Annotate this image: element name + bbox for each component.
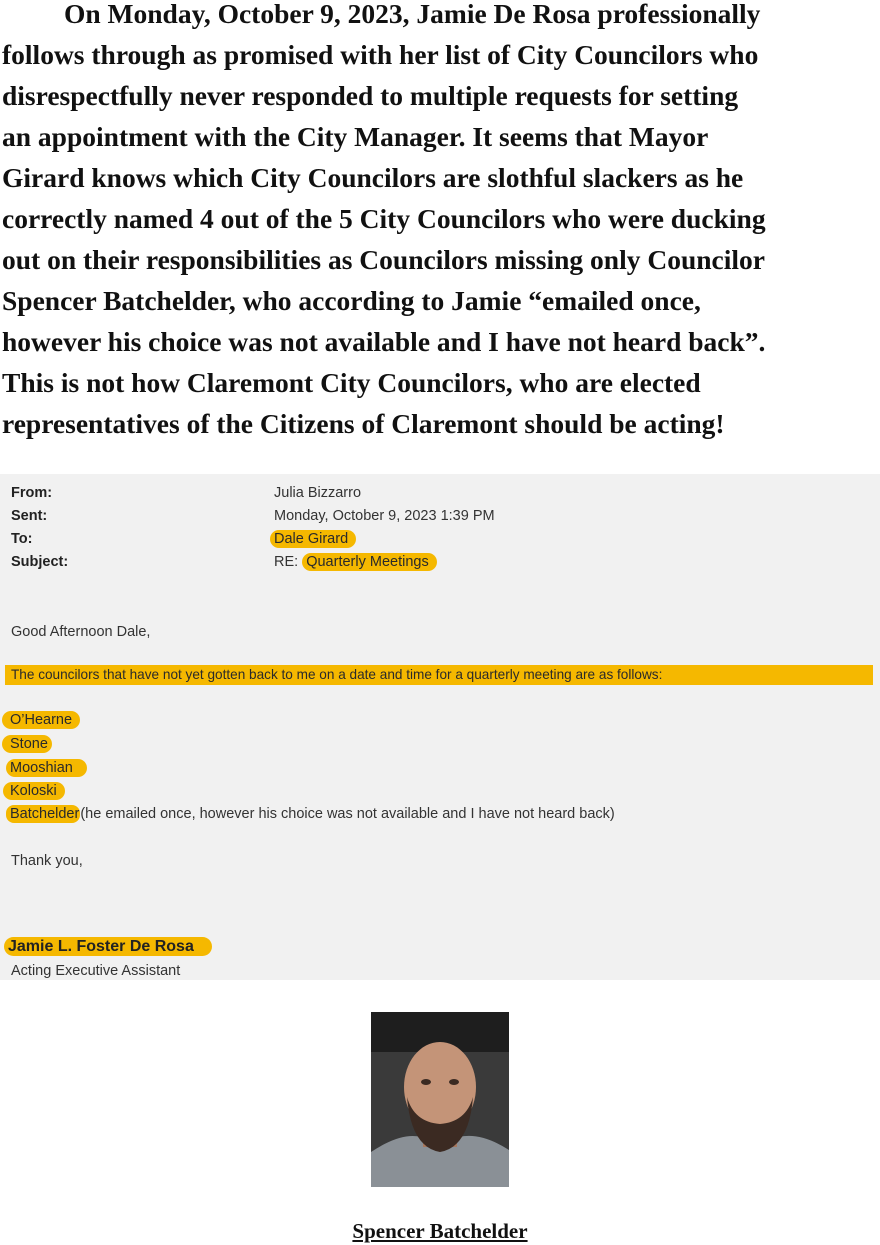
- intro-line: disrespectfully never responded to multiple requests for setting: [2, 80, 739, 111]
- intro-line: follows through as promised with her list of City Councilors who: [2, 39, 759, 70]
- intro-line: Spencer Batchelder, who according to Jamie “emailed once,: [2, 285, 701, 316]
- intro-line: however his choice was not available and I have not heard back”.: [2, 326, 766, 357]
- subject-value: Quarterly Meetings: [302, 553, 437, 571]
- to-label: To:: [11, 531, 33, 547]
- greeting: Good Afternoon Dale,: [11, 624, 151, 640]
- closing: Thank you,: [11, 853, 83, 869]
- portrait-photo: [371, 1012, 509, 1187]
- intro-line: On Monday, October 9, 2023, Jamie De Rosa professionally: [64, 0, 761, 29]
- councilor-koloski: Koloski: [3, 782, 65, 800]
- signature-name: Jamie L. Foster De Rosa: [4, 937, 212, 956]
- councilor-batchelder: Batchelder: [6, 805, 80, 823]
- sent-label: Sent:: [11, 508, 48, 524]
- intro-line: correctly named 4 out of the 5 City Councilors who were ducking: [2, 203, 766, 234]
- councilors-intro: The councilors that have not yet gotten back to me on a date and time for a quarterly meeting are as follows:: [5, 665, 873, 685]
- batchelder-note: (he emailed once, however his choice was not available and I have not heard back): [80, 806, 615, 822]
- subject-label: Subject:: [11, 554, 69, 570]
- councilor-stone: Stone: [2, 735, 52, 753]
- from-value: Julia Bizzarro: [274, 485, 362, 501]
- intro-line: This is not how Claremont City Councilors, who are elected: [2, 367, 701, 398]
- intro-line: representatives of the Citizens of Claremont should be acting!: [2, 408, 725, 439]
- intro-line: an appointment with the City Manager. It seems that Mayor: [2, 121, 709, 152]
- signature-title: Acting Executive Assistant: [11, 963, 181, 979]
- intro-line: out on their responsibilities as Councilors missing only Councilor: [2, 244, 765, 275]
- councilor-ohearne: O’Hearne: [2, 711, 80, 729]
- to-value: Dale Girard: [270, 530, 356, 548]
- email-screenshot: [0, 474, 880, 980]
- subject-prefix: RE:: [274, 554, 299, 570]
- intro-line: Girard knows which City Councilors are slothful slackers as he: [2, 162, 744, 193]
- councilor-mooshian: Mooshian: [6, 759, 87, 777]
- from-label: From:: [11, 485, 53, 501]
- photo-caption: Spencer Batchelder: [352, 1219, 528, 1243]
- sent-value: Monday, October 9, 2023 1:39 PM: [274, 508, 495, 524]
